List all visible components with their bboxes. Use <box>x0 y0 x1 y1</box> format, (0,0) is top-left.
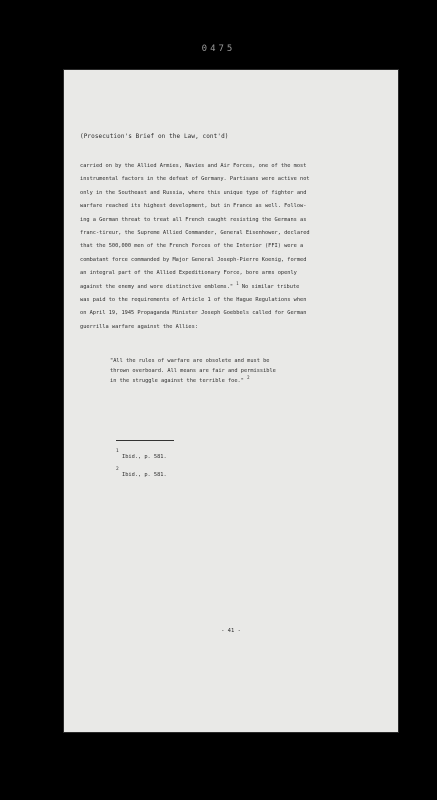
body-text <box>80 160 380 334</box>
quote-line-with-footnote <box>110 376 380 386</box>
page-number: - 41 - <box>221 628 241 634</box>
body-line: carried on by the Allied Armies, Navies and Air Forces, one of the most <box>80 163 307 169</box>
quote-line-text: in the struggle against the terrible foe." <box>110 378 244 384</box>
body-line: combatant force commanded by Major General Joseph-Pierre Koenig, formed <box>80 256 307 263</box>
body-line: an integral part of the Allied Expeditionary Force, bore arms openly <box>80 270 297 277</box>
quote-line: "All the rules of warfare are obsolete and must be <box>110 358 270 364</box>
body-line: guerrilla warfare against the Allies: <box>80 323 198 330</box>
body-line: instrumental factors in the defeat of Germany. Partisans were active not <box>80 176 310 183</box>
body-line: was paid to the requirements of Article 1 of the Hague Regulations when <box>80 297 307 304</box>
body-line: warfare reached its highest development, but in France as well. Follow- <box>80 203 307 210</box>
body-line: that the 500,000 men of the French Forces of the Interior (FFI) were a <box>80 243 304 250</box>
footnote-number: 2 <box>116 467 119 472</box>
body-line-with-footnote <box>80 281 380 294</box>
body-line: on April 19, 1945 Propaganda Minister Joseph Goebbels called for German <box>80 310 307 317</box>
footnote-reference: 2 <box>247 375 250 381</box>
footnote-number: 1 <box>116 449 119 454</box>
footnote-reference: 1 <box>236 280 239 286</box>
body-line: only in the Southeast and Russia, where this unique type of fighter and <box>80 189 307 196</box>
body-line: ing a German threat to treat all French caught resisting the Germans as <box>80 216 307 223</box>
footnote-text: Ibid., p. 581. <box>122 472 167 478</box>
body-line-segment: against the enemy and wore distinctive emblems." <box>80 283 234 290</box>
footnote-divider <box>116 440 174 441</box>
block-quote <box>110 356 380 386</box>
quote-line: thrown overboard. All means are fair and permissible <box>110 368 276 374</box>
document-page <box>64 70 398 732</box>
body-line: franc-tireur, the Supreme Allied Commander, General Eisenhower, declared <box>80 230 310 237</box>
page-header: (Prosecution's Brief on the Law, cont'd) <box>80 133 229 140</box>
footnote-text: Ibid., p. 581. <box>122 454 167 460</box>
body-line-segment: No similar tribute <box>241 283 300 290</box>
microfilm-frame-number: 0475 <box>201 44 236 54</box>
